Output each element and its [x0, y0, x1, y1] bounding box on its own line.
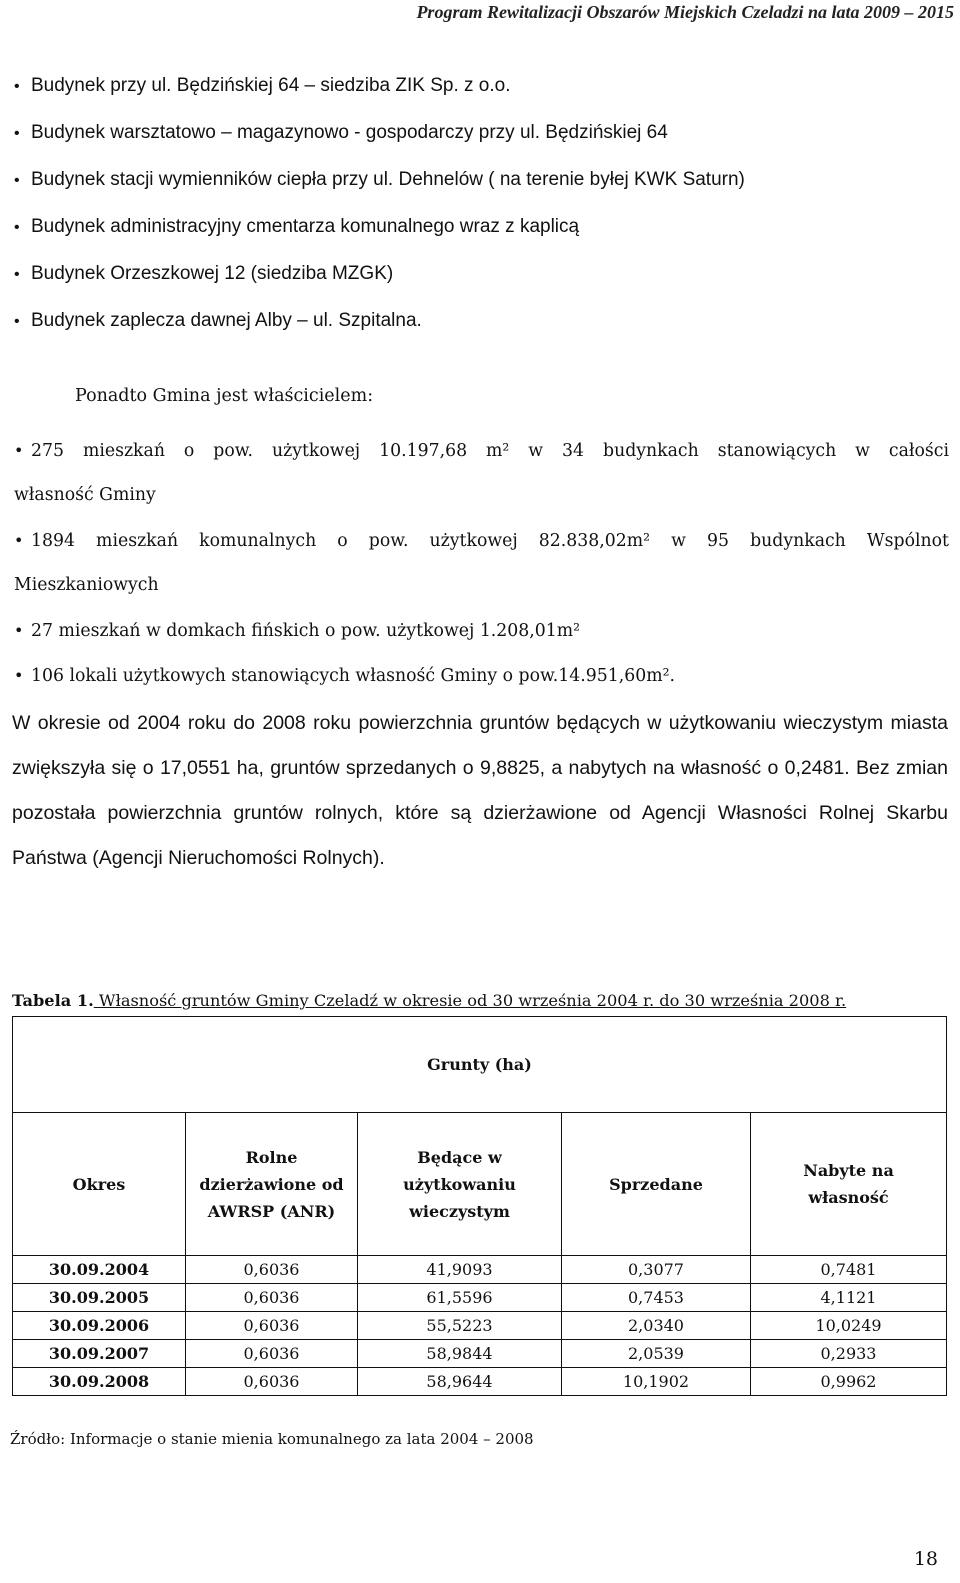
table-cell: 0,2933	[751, 1340, 947, 1368]
table-cell: 10,1902	[562, 1368, 751, 1396]
bullet-icon: •	[14, 531, 24, 550]
list-item	[14, 156, 944, 203]
list-item	[14, 653, 949, 698]
table-caption-text: Własność gruntów Gminy Czeladź w okresie od 30 września 2004 r. do 30 września 2008 r.	[93, 991, 847, 1010]
bullet-icon: •	[14, 219, 20, 236]
list-item	[14, 250, 944, 297]
list-item-text: Budynek Orzeszkowej 12 (siedziba MZGK)	[31, 263, 394, 284]
column-header: Okres	[13, 1113, 186, 1256]
land-table	[12, 1016, 947, 1396]
bullet-icon: •	[14, 441, 24, 460]
column-header-text: Rolne dzierżawione od AWRSP (ANR)	[199, 1147, 344, 1221]
list-item	[14, 109, 944, 156]
table-cell: 0,6036	[186, 1368, 358, 1396]
table-cell: 58,9644	[358, 1368, 562, 1396]
column-header	[358, 1113, 562, 1256]
list-item-continuation: własność Gminy	[14, 485, 156, 505]
table-cell: 2,0340	[562, 1312, 751, 1340]
table-cell: 41,9093	[358, 1256, 562, 1284]
ownership-intro: Ponadto Gmina jest właścicielem:	[75, 386, 374, 406]
table-cell: 58,9844	[358, 1340, 562, 1368]
table-cell: 30.09.2004	[13, 1256, 186, 1284]
list-item-text: 27 mieszkań w domkach fińskich o pow. użytkowej 1.208,01m²	[31, 621, 581, 641]
table-source: Źródło: Informacje o stanie mienia komunalnego za lata 2004 – 2008	[10, 1430, 534, 1448]
table-row	[13, 1312, 947, 1340]
table-row	[13, 1368, 947, 1396]
bullet-icon: •	[14, 78, 20, 95]
table-cell: 10,0249	[751, 1312, 947, 1340]
land-paragraph: W okresie od 2004 roku do 2008 roku powierzchnia gruntów będących w użytkowaniu wieczystym miasta zwiększyła się o 17,0551 ha, gruntów sprzedanych o 9,8825, a nabytych na własność o 0,2481. Bez zmian pozostała powierzchnia gruntów rolnych, które są dzierżawione od Agencji Własności Rolnej Skarbu Państwa (Agencji Nieruchomości Rolnych).	[12, 712, 948, 869]
bullet-icon: •	[14, 313, 20, 330]
list-item-text: Budynek przy ul. Będzińskiej 64 – siedziba ZIK Sp. z o.o.	[31, 75, 511, 96]
table-cell: 30.09.2008	[13, 1368, 186, 1396]
table-cell: 55,5223	[358, 1312, 562, 1340]
table-cell: 61,5596	[358, 1284, 562, 1312]
table-cell: 0,3077	[562, 1256, 751, 1284]
list-item-text: 1894 mieszkań komunalnych o pow. użytkowej 82.838,02m² w 95 budynkach Wspólnot	[31, 531, 949, 551]
table-cell: 0,6036	[186, 1256, 358, 1284]
list-item	[14, 608, 949, 653]
list-item-text: Budynek zaplecza dawnej Alby – ul. Szpitalna.	[31, 310, 422, 331]
bullet-icon: •	[14, 125, 20, 142]
bullet-icon: •	[14, 621, 24, 640]
bullet-icon: •	[14, 266, 20, 283]
table-cell: 30.09.2007	[13, 1340, 186, 1368]
column-header-text: Nabyte na własność	[803, 1161, 894, 1207]
buildings-list	[14, 62, 944, 344]
table-cell: 0,7453	[562, 1284, 751, 1312]
page-number: 18	[913, 1548, 938, 1570]
table-cell: 0,6036	[186, 1340, 358, 1368]
table-cell: 30.09.2006	[13, 1312, 186, 1340]
list-item	[14, 297, 944, 344]
table-cell: 0,9962	[751, 1368, 947, 1396]
table-title: Grunty (ha)	[13, 1017, 947, 1113]
table-cell: 4,1121	[751, 1284, 947, 1312]
table-cell: 0,6036	[186, 1284, 358, 1312]
list-item-text: Budynek administracyjny cmentarza komunalnego wraz z kaplicą	[31, 216, 580, 237]
table-cell: 2,0539	[562, 1340, 751, 1368]
bullet-icon: •	[14, 666, 24, 685]
list-item-text: 106 lokali użytkowych stanowiących własność Gminy o pow.14.951,60m².	[31, 666, 676, 686]
list-item-text: Budynek stacji wymienników ciepła przy ul. Dehnelów ( na terenie byłej KWK Saturn)	[31, 169, 745, 190]
table-row	[13, 1284, 947, 1312]
list-item-continuation: Mieszkaniowych	[14, 575, 159, 595]
table-cell: 30.09.2005	[13, 1284, 186, 1312]
table-caption	[12, 991, 846, 1010]
page-header: Program Rewitalizacji Obszarów Miejskich Czeladzi na lata 2009 – 2015	[416, 2, 954, 22]
ownership-list	[14, 428, 949, 698]
list-item	[14, 62, 944, 109]
column-header-text: Będące w użytkowaniu wieczystym	[403, 1147, 516, 1221]
table-row	[13, 1340, 947, 1368]
column-header: Sprzedane	[562, 1113, 751, 1256]
list-item-text: Budynek warsztatowo – magazynowo - gospodarczy przy ul. Będzińskiej 64	[31, 122, 668, 143]
column-header	[751, 1113, 947, 1256]
table-row	[13, 1256, 947, 1284]
bullet-icon: •	[14, 172, 20, 189]
table-cell: 0,6036	[186, 1312, 358, 1340]
list-item-text: 275 mieszkań o pow. użytkowej 10.197,68 m² w 34 budynkach stanowiących w całości	[31, 441, 949, 461]
column-header	[186, 1113, 358, 1256]
table-caption-label: Tabela 1.	[12, 991, 94, 1010]
table-cell: 0,7481	[751, 1256, 947, 1284]
list-item	[14, 518, 949, 563]
list-item	[14, 428, 949, 473]
list-item	[14, 203, 944, 250]
